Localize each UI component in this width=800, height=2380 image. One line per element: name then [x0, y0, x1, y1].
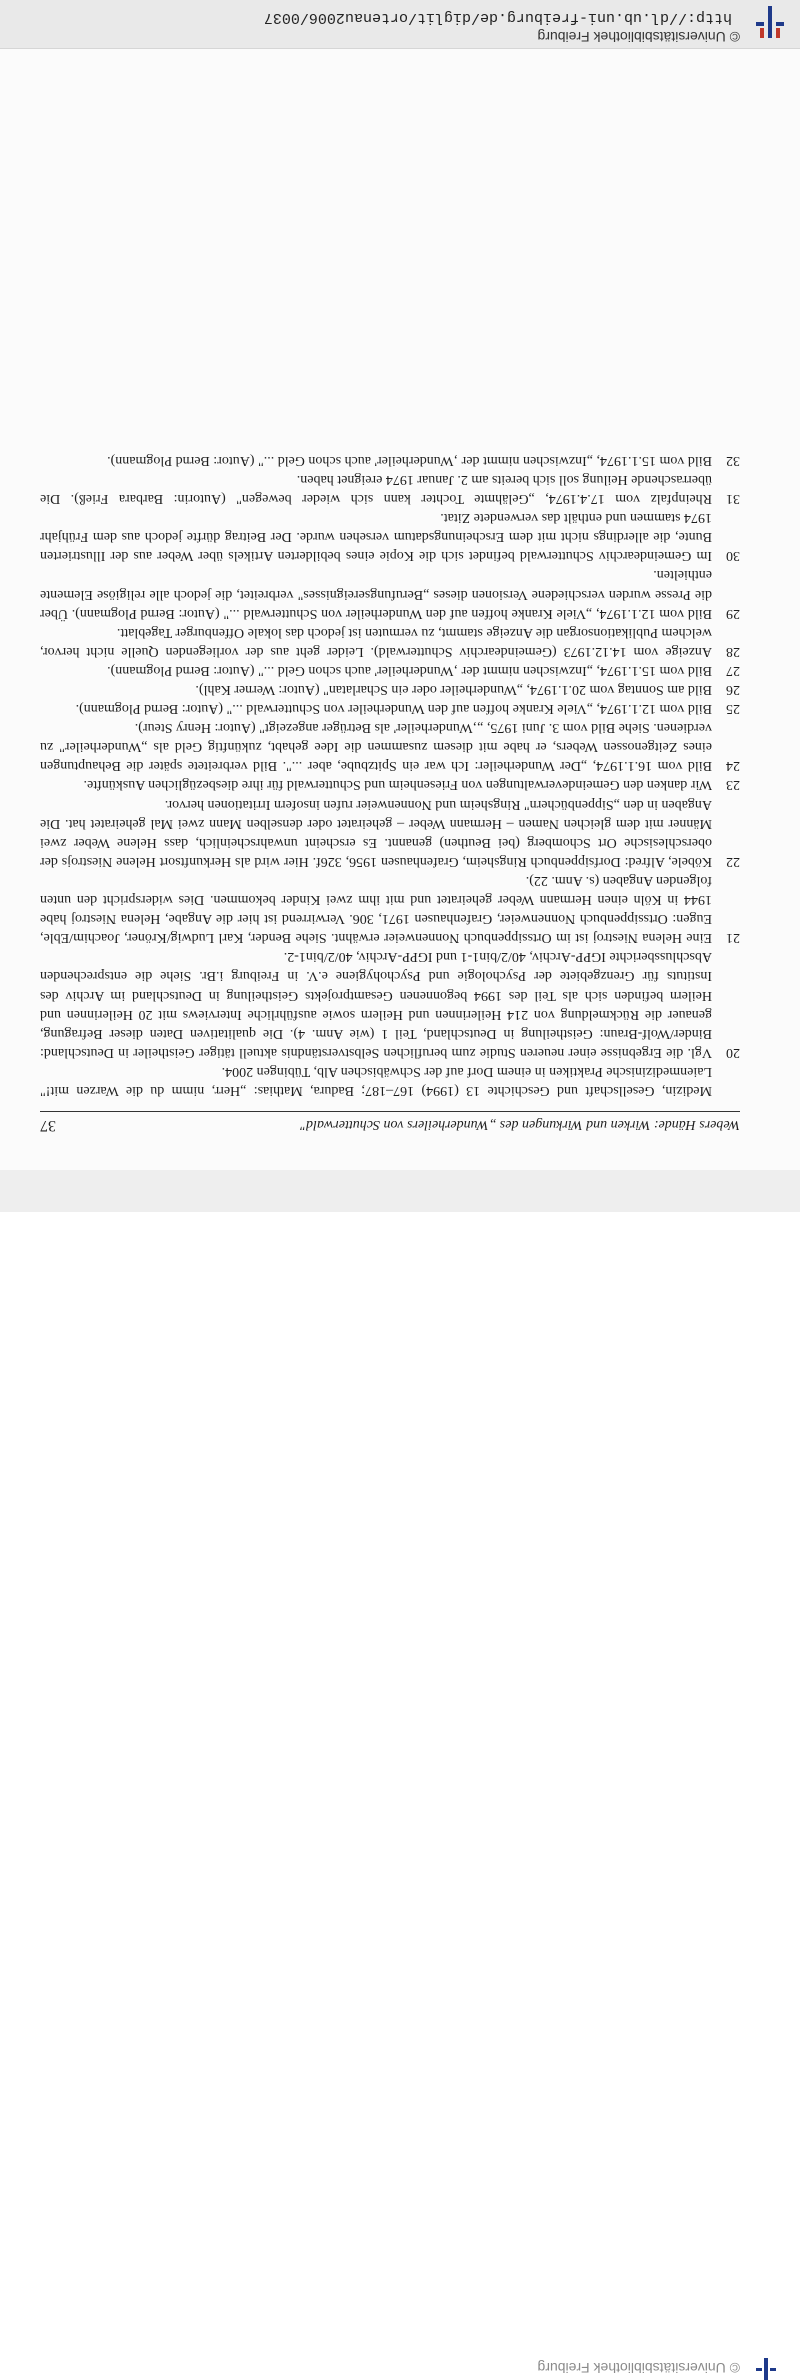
footnote-text: Vgl. die Ergebnisse einer neueren Studie zum beruflichen Selbstverständnis aktuell tätiger Geistheiler in Deutschland: Binder/Wolf-Braun: Geistheilung in Deutschland, Teil 1 (wie Anm. 4). Die qualitativen Daten dieser Befragung, genauer die Rückmeldung von 214 Heilerinnen und Heilern sowie ausführliche Interviews mit 20 Heilerinnen und Heilern befinden sich als Teil des 1994 begonnenen Gesamtprojekts Geistheilung in Deutschland im Archiv des Instituts für Grenzgebiete der Psychologie und Psychohygiene e.V. in Freiburg i.Br. Siehe die entsprechenden Abschlussberichte IGPP-Archiv, 40/2/bin1-1 und IGPP-Archiv, 40/2/bin1-2.	[40, 949, 712, 1060]
running-title: Webers Hände: Wirken und Wirkungen des „Wunderheilers von Schutterwald"	[300, 1117, 740, 1132]
scanned-page	[40, 130, 740, 1134]
footnote-text: Eine Helena Niestroj ist im Ortssippenbuch Nonnenweier erwähnt. Siehe Bender, Karl Ludwig/Kröner, Joachim/Eble, Eugen: Ortssippenbuch Nonnenweier, Grafenhausen 1971, 306. Verwirrend ist hier die Angabe, Helena Niestroj habe 1944 in Köln einen Hermann Weber geheiratet und mit ihm zwei Kinder bekommen. Dies widerspricht den unten folgenden Angaben (s. Anm. 22).	[40, 872, 712, 946]
footnote	[40, 947, 740, 1062]
footnote-number: 23	[726, 777, 740, 793]
footnote	[40, 871, 740, 947]
footnote-text: Medizin, Gesellschaft und Geschichte 13 (1994) 167–187; Badura, Mathias: „Herr, nimm du die Warzen mit!" Laienmedizinische Praktiken in einem Dorf auf der Schwäbischen Alb, Tübingen 2004.	[40, 1063, 712, 1098]
footnote	[40, 775, 740, 794]
footnote-number	[712, 1062, 740, 1100]
footnote-number: 30	[726, 548, 740, 564]
footnote-text: Rheinpfalz vom 17.4.1974, „Gelähmte Tochter kann sich wieder bewegen" (Autorin: Barbara Frieß). Die überraschende Heilung soll sich bereits am 2. Januar 1974 ereignet haben.	[40, 472, 712, 507]
footnote-text: Wir danken den Gemeindeverwaltungen von Friesenheim und Schutterwald für ihre diesbezüglichen Auskünfte.	[83, 777, 712, 793]
footnote-number: 21	[726, 930, 740, 946]
footnote-text: Bild vom 15.1.1974, „Inzwischen nimmt der ‚Wunderheiler' auch schon Geld ..." (Autor: Bernd Plogmann).	[107, 452, 712, 468]
footnote-number: 31	[726, 491, 740, 507]
university-library-logo-icon	[752, 4, 788, 40]
footnote-number: 26	[726, 682, 740, 698]
footnote-text: Bild vom 12.1.1974, „Viele Kranke hoffen auf den Wunderheiler von Schutterwald ..." (Autor: Bernd Plogmann).	[75, 701, 712, 717]
running-head	[40, 1111, 740, 1134]
footnote	[40, 451, 740, 470]
footnote	[40, 718, 740, 775]
document-url[interactable]: http://dl.ub.uni-freiburg.de/diglit/ortenau2006/0037	[263, 9, 732, 26]
footnote-number: 24	[726, 758, 740, 774]
viewer-header-bar	[0, 0, 800, 49]
footnote	[40, 623, 740, 661]
footnote-text: Bild am Sonntag vom 20.1.1974, „Wunderheiler oder ein Scharlatan" (Autor: Werner Kahl).	[195, 682, 712, 698]
footnote-text: Köbele, Alfred: Dorfsippenbuch Ringsheim, Grafenhausen 1956, 326f. Hier wird als Herkunftsort Helene Niestrojs der oberschlesische Ort Schomberg (bei Beuthen) genannt. Es erscheint unwahrscheinlich, dass Helene Weber zwei Männer mit dem gleichen Namen – Hermann Weber – geheiratet oder denselben Mann zwei Mal geheiratet hat. Die Angaben in den „Sippenbüchern" Ringsheim und Nonnenweier rufen insofern Irritationen hervor.	[40, 796, 712, 869]
footnote	[40, 795, 740, 871]
footnote	[40, 680, 740, 699]
footnote	[40, 699, 740, 718]
page-number: 37	[40, 1117, 56, 1134]
copyright-notice-faded: © Universitätsbibliothek Freiburg	[537, 2360, 740, 2376]
footnote-number: 29	[726, 605, 740, 621]
footnote-text: Bild vom 16.1.1974, „Der Wunderheiler: Ich war ein Spitzbube, aber ...". Bild verbreitete später die Behauptungen eines Zeitgenossen Webers, er habe mit diesem zusammen die Idee gehabt, zukünftig Geld als „Wunderheiler" zu verdienen. Siehe Bild vom 3. Juni 1975, „‚Wunderheiler' als Betrüger angezeigt" (Autor: Henry Steur).	[40, 720, 712, 774]
footnote	[40, 470, 740, 508]
footnote-number: 28	[726, 643, 740, 659]
copyright-notice: © Universitätsbibliothek Freiburg	[537, 29, 740, 45]
footnote	[40, 565, 740, 622]
footnote-text: Bild vom 12.1.1974, „Viele Kranke hoffen auf den Wunderheiler von Schutterwald ..." (Autor: Bernd Plogmann). Über die Presse wurden verschiedene Versionen dieses „Berufungsereignisses" verbreitet, die jedoch alle religiöse Elemente enthielten.	[40, 567, 712, 621]
footnote-number: 27	[726, 662, 740, 678]
footnote-number: 20	[726, 1044, 740, 1060]
footnote-number: 22	[726, 853, 740, 869]
footnote	[40, 1062, 740, 1100]
footnote-text: Im Gemeindearchiv Schutterwald befindet sich die Kopie eines bebilderten Artikels über Weber aus der Illustrierten Bunte, die allerdings nicht mit dem Erscheinungsdatum versehen wurde. Der Beitrag dürfte jedoch aus dem Frühjahr 1974 stammen und enthält das verwendete Zitat.	[40, 510, 712, 564]
footnote	[40, 661, 740, 680]
footnotes	[40, 451, 740, 1100]
footnote-text: Bild vom 15.1.1974, „Inzwischen nimmt der ‚Wunderheiler' auch schon Geld ..." (Autor: Bernd Plogmann).	[107, 662, 712, 678]
footnote	[40, 508, 740, 565]
footnote-number: 32	[726, 452, 740, 468]
viewer-footer-bar	[0, 1170, 800, 2376]
footnote-text: Anzeige vom 14.12.1973 (Gemeindearchiv Schutterwald). Leider geht aus der vorliegenden Quelle nicht hervor, welchem Publikationsorgan die Anzeige stammt, zu vermuten ist jedoch das lokale Offenburger Tageblatt.	[40, 624, 712, 659]
university-library-logo-icon	[752, 2358, 780, 2380]
footnote-number: 25	[726, 701, 740, 717]
